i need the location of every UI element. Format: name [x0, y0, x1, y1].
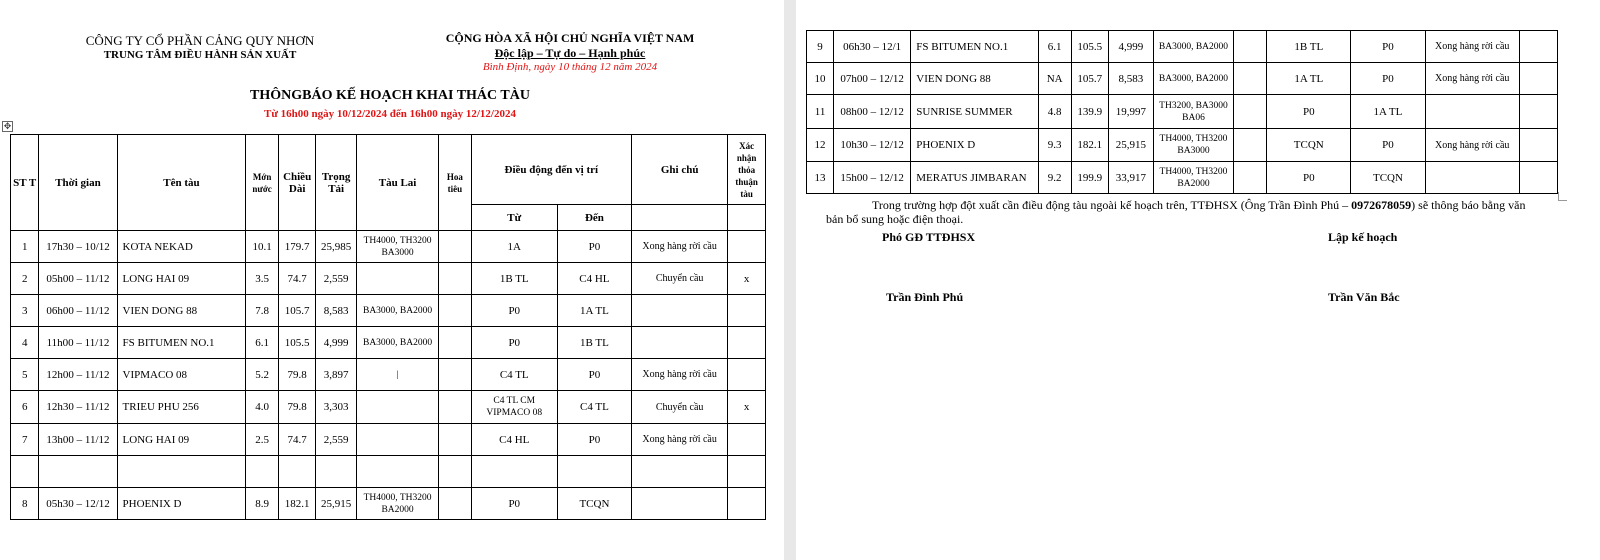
cell-length: 182.1	[278, 488, 316, 520]
cell-to: P0	[1351, 129, 1425, 162]
cell-tug: BA3000, BA2000	[1153, 63, 1233, 95]
cell-to: C4 HL	[557, 263, 631, 295]
cell-ship: LONG HAI 09	[117, 424, 246, 456]
cell-note: Xong hàng rời cầu	[1425, 129, 1519, 162]
cell-confirm: x	[728, 391, 766, 424]
cell-draft: 4.0	[246, 391, 278, 424]
cell-draft: 5.2	[246, 359, 278, 391]
cell-to: TCQN	[557, 488, 631, 520]
cell-tonnage: 8,583	[1108, 63, 1153, 95]
table-row	[11, 391, 766, 424]
cell-tug: TH4000, TH3200 BA2000	[356, 488, 438, 520]
cell-pilot	[439, 295, 471, 327]
company-name: CÔNG TY CỔ PHẦN CẢNG QUY NHƠN	[85, 33, 315, 48]
cell-time: 05h30 – 12/12	[39, 488, 117, 520]
cell-tug	[356, 456, 438, 488]
cell-note	[631, 295, 727, 327]
cell-confirm	[728, 295, 766, 327]
cell-stt: 1	[11, 231, 39, 263]
table-row	[11, 295, 766, 327]
cell-length: 74.7	[278, 263, 316, 295]
cell-length	[278, 456, 316, 488]
cell-pilot	[439, 263, 471, 295]
cell-pilot	[1234, 63, 1267, 95]
table-row	[11, 327, 766, 359]
table-row	[11, 231, 766, 263]
company-header	[70, 33, 330, 61]
cell-to: 1B TL	[557, 327, 631, 359]
cell-tonnage: 25,915	[1108, 129, 1153, 162]
cell-tug: TH4000, TH3200 BA3000	[356, 231, 438, 263]
cell-tonnage: 2,559	[316, 424, 357, 456]
cell-from: 1B TL	[1267, 31, 1351, 63]
table-row-empty	[11, 456, 766, 488]
cell-time: 08h00 – 12/12	[834, 95, 911, 129]
cell-from: 1A	[471, 231, 557, 263]
footnote-paragraph	[826, 198, 1526, 226]
cell-tonnage: 2,559	[316, 263, 357, 295]
cell-tug: TH4000, TH3200 BA2000	[1153, 162, 1233, 194]
cell-note	[1425, 95, 1519, 129]
cell-length: 139.9	[1071, 95, 1108, 129]
cell-from: C4 TL	[471, 359, 557, 391]
cell-to: P0	[557, 424, 631, 456]
cell-stt: 12	[807, 129, 834, 162]
table-row	[11, 424, 766, 456]
cell-stt: 7	[11, 424, 39, 456]
cell-to: TCQN	[1351, 162, 1425, 194]
ship-schedule-table	[10, 134, 766, 520]
cell-from: 1B TL	[471, 263, 557, 295]
cell-time: 15h00 – 12/12	[834, 162, 911, 194]
cell-length: 105.5	[1071, 31, 1108, 63]
table-move-handle-icon[interactable]: ✥	[3, 121, 12, 131]
col-note-sub	[631, 205, 727, 231]
document-page-2	[796, 0, 1600, 560]
cell-draft: 2.5	[246, 424, 278, 456]
cell-confirm	[728, 424, 766, 456]
cell-length: 182.1	[1071, 129, 1108, 162]
cell-tug: |	[356, 359, 438, 391]
col-tug: Tàu Lai	[356, 135, 438, 231]
col-length: Chiều Dài	[278, 135, 316, 231]
cell-from: C4 HL	[471, 424, 557, 456]
cell-draft: 4.8	[1038, 95, 1071, 129]
cell-confirm	[1519, 31, 1557, 63]
cell-pilot	[439, 456, 471, 488]
cell-note	[631, 456, 727, 488]
cell-length: 74.7	[278, 424, 316, 456]
cell-confirm	[1519, 63, 1557, 95]
cell-note	[1425, 162, 1519, 194]
col-tonnage: Trọng Tải	[316, 135, 357, 231]
cell-time: 12h30 – 11/12	[39, 391, 117, 424]
signatory-right-name: Trần Văn Bắc	[1328, 290, 1400, 304]
cell-ship: PHOENIX D	[117, 488, 246, 520]
cell-to: P0	[1351, 63, 1425, 95]
cell-pilot	[1234, 129, 1267, 162]
cell-length: 79.8	[278, 391, 316, 424]
cell-pilot	[439, 231, 471, 263]
cell-stt: 4	[11, 327, 39, 359]
cell-from: P0	[471, 488, 557, 520]
col-to: Đến	[557, 205, 631, 231]
col-pilot: Hoa tiêu	[439, 135, 471, 231]
col-draft: Mớn nước	[246, 135, 278, 231]
col-stt: ST T	[11, 135, 39, 231]
cell-draft: 6.1	[246, 327, 278, 359]
footnote-text-after: ) sẽ thông báo bằng văn bản bổ sung hoặc điện thoại.	[826, 198, 1526, 226]
cell-ship: KOTA NEKAD	[117, 231, 246, 263]
cell-tug	[356, 263, 438, 295]
cell-note: Xong hàng rời cầu	[631, 231, 727, 263]
table-row	[807, 162, 1558, 194]
cell-time: 05h00 – 11/12	[39, 263, 117, 295]
table-row	[807, 95, 1558, 129]
document-period: Từ 16h00 ngày 10/12/2024 đến 16h00 ngày 12/12/2024	[263, 108, 516, 120]
cell-length: 105.7	[278, 295, 316, 327]
cell-from: P0	[471, 327, 557, 359]
cell-length: 179.7	[278, 231, 316, 263]
cell-pilot	[439, 327, 471, 359]
cell-tonnage: 3,897	[316, 359, 357, 391]
cell-tonnage: 25,915	[316, 488, 357, 520]
cell-draft: 3.5	[246, 263, 278, 295]
cell-time: 10h30 – 12/12	[834, 129, 911, 162]
cell-ship: VIPMACO 08	[117, 359, 246, 391]
cell-length: 105.7	[1071, 63, 1108, 95]
footnote-text-before: Trong trường hợp đột xuất cần điều động tàu ngoài kế hoạch trên, TTĐHSX (Ông Trần Đình Phú –	[872, 198, 1352, 212]
cell-time: 17h30 – 10/12	[39, 231, 117, 263]
cell-tonnage: 33,917	[1108, 162, 1153, 194]
cell-pilot	[1234, 31, 1267, 63]
cell-stt: 9	[807, 31, 834, 63]
signatory-left-name: Trần Đình Phú	[886, 290, 964, 304]
cell-stt: 8	[11, 488, 39, 520]
cell-note: Xong hàng rời cầu	[1425, 63, 1519, 95]
cell-ship: LONG HAI 09	[117, 263, 246, 295]
cell-tug	[356, 424, 438, 456]
cell-time: 13h00 – 11/12	[39, 424, 117, 456]
cell-from: P0	[471, 295, 557, 327]
cell-ship: SUNRISE SUMMER	[911, 95, 1038, 129]
col-confirm-sub	[728, 205, 766, 231]
cell-tonnage: 4,999	[1108, 31, 1153, 63]
table-row	[11, 488, 766, 520]
cell-time: 07h00 – 12/12	[834, 63, 911, 95]
cell-from: P0	[1267, 162, 1351, 194]
cell-pilot	[439, 424, 471, 456]
cell-confirm: x	[728, 263, 766, 295]
cell-note: Chuyển cầu	[631, 391, 727, 424]
cell-to: P0	[557, 231, 631, 263]
cell-from: C4 TL CM VIPMACO 08	[471, 391, 557, 424]
cell-ship: PHOENIX D	[911, 129, 1038, 162]
cell-tug: BA3000, BA2000	[356, 295, 438, 327]
cell-confirm	[728, 231, 766, 263]
table-row	[807, 31, 1558, 63]
cell-note: Xong hàng rời cầu	[631, 424, 727, 456]
col-time: Thời gian	[39, 135, 117, 231]
col-move: Điều động đến vị trí	[471, 135, 631, 205]
cell-tonnage: 25,985	[316, 231, 357, 263]
signatory-left-title: Phó GĐ TTĐHSX	[882, 230, 976, 244]
cell-tug	[356, 391, 438, 424]
cell-to: P0	[557, 359, 631, 391]
cell-draft: 9.3	[1038, 129, 1071, 162]
cell-length: 105.5	[278, 327, 316, 359]
cell-ship: VIEN DONG 88	[911, 63, 1038, 95]
cell-to	[557, 456, 631, 488]
document-page-1	[0, 0, 784, 560]
cell-tug: BA3000, BA2000	[1153, 31, 1233, 63]
cell-length: 79.8	[278, 359, 316, 391]
department-name: TRUNG TÂM ĐIỀU HÀNH SẢN XUẤT	[103, 49, 297, 61]
cell-ship: FS BITUMEN NO.1	[911, 31, 1038, 63]
national-header	[420, 31, 720, 73]
cell-stt: 2	[11, 263, 39, 295]
signatory-right-title: Lập kế hoạch	[1328, 230, 1398, 244]
cell-draft	[246, 456, 278, 488]
cell-stt	[11, 456, 39, 488]
cell-ship: TRIEU PHU 256	[117, 391, 246, 424]
col-from: Từ	[471, 205, 557, 231]
cell-confirm	[1519, 129, 1557, 162]
cell-draft: 7.8	[246, 295, 278, 327]
table-row	[11, 263, 766, 295]
cell-tonnage	[316, 456, 357, 488]
cell-confirm	[728, 327, 766, 359]
cell-to: 1A TL	[1351, 95, 1425, 129]
cell-tug: TH4000, TH3200 BA3000	[1153, 129, 1233, 162]
cell-ship: FS BITUMEN NO.1	[117, 327, 246, 359]
cell-draft: 10.1	[246, 231, 278, 263]
cell-pilot	[439, 359, 471, 391]
cell-ship: VIEN DONG 88	[117, 295, 246, 327]
cell-ship	[117, 456, 246, 488]
cell-stt: 10	[807, 63, 834, 95]
cell-to: 1A TL	[557, 295, 631, 327]
cell-pilot	[1234, 95, 1267, 129]
cell-confirm	[1519, 95, 1557, 129]
cell-ship: MERATUS JIMBARAN	[911, 162, 1038, 194]
cell-draft: 9.2	[1038, 162, 1071, 194]
cell-pilot	[439, 488, 471, 520]
cell-from	[471, 456, 557, 488]
cell-draft: NA	[1038, 63, 1071, 95]
cell-from: 1A TL	[1267, 63, 1351, 95]
cell-note	[631, 327, 727, 359]
cell-to: P0	[1351, 31, 1425, 63]
cell-time	[39, 456, 117, 488]
cell-pilot	[439, 391, 471, 424]
cell-tug: BA3000, BA2000	[356, 327, 438, 359]
page-margin-mark	[1558, 192, 1567, 201]
cell-note: Xong hàng rời cầu	[1425, 31, 1519, 63]
table-row	[11, 359, 766, 391]
cell-stt: 3	[11, 295, 39, 327]
cell-stt: 6	[11, 391, 39, 424]
cell-tonnage: 4,999	[316, 327, 357, 359]
col-note: Ghi chú	[631, 135, 727, 205]
cell-confirm	[728, 359, 766, 391]
col-confirm: Xác nhận thỏa thuận tàu	[728, 135, 766, 205]
cell-draft: 8.9	[246, 488, 278, 520]
cell-pilot	[1234, 162, 1267, 194]
national-motto: Độc lập – Tự do – Hạnh phúc	[494, 46, 646, 60]
cell-stt: 5	[11, 359, 39, 391]
table-row	[807, 63, 1558, 95]
cell-to: C4 TL	[557, 391, 631, 424]
ship-schedule-table-continued	[806, 30, 1558, 194]
cell-confirm	[728, 456, 766, 488]
col-ship: Tên tàu	[117, 135, 246, 231]
cell-note	[631, 488, 727, 520]
table-row	[807, 129, 1558, 162]
place-date: Bình Định, ngày 10 tháng 12 năm 2024	[482, 61, 658, 73]
cell-note: Chuyển cầu	[631, 263, 727, 295]
cell-tonnage: 3,303	[316, 391, 357, 424]
cell-draft: 6.1	[1038, 31, 1071, 63]
cell-from: P0	[1267, 95, 1351, 129]
cell-tonnage: 19,997	[1108, 95, 1153, 129]
contact-phone: 0972678059	[1351, 198, 1412, 212]
cell-stt: 13	[807, 162, 834, 194]
cell-time: 12h00 – 11/12	[39, 359, 117, 391]
cell-time: 06h30 – 12/1	[834, 31, 911, 63]
cell-tonnage: 8,583	[316, 295, 357, 327]
cell-stt: 11	[807, 95, 834, 129]
cell-confirm	[1519, 162, 1557, 194]
cell-time: 06h00 – 11/12	[39, 295, 117, 327]
cell-tug: TH3200, BA3000 BA06	[1153, 95, 1233, 129]
cell-length: 199.9	[1071, 162, 1108, 194]
cell-time: 11h00 – 11/12	[39, 327, 117, 359]
cell-from: TCQN	[1267, 129, 1351, 162]
cell-note: Xong hàng rời cầu	[631, 359, 727, 391]
cell-confirm	[728, 488, 766, 520]
document-title: THÔNGBÁO KẾ HOẠCH KHAI THÁC TÀU	[250, 88, 530, 103]
republic-title: CỘNG HÒA XÃ HỘI CHỦ NGHĨA VIỆT NAM	[445, 31, 695, 45]
